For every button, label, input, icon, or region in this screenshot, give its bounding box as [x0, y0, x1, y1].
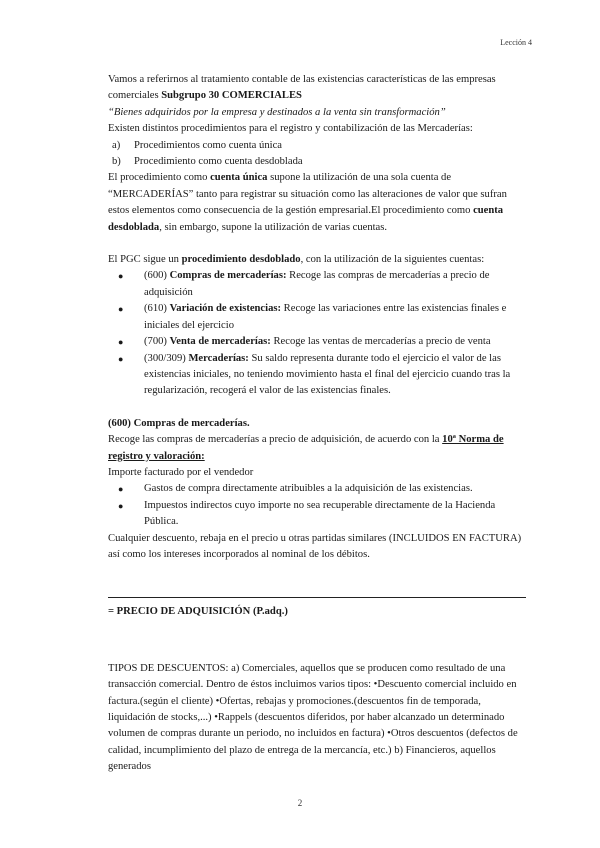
bullet-icon: ●	[118, 337, 124, 348]
lesson-header: Lección 4	[500, 38, 532, 47]
section-heading: (600) Compras de mercaderías.	[108, 417, 250, 429]
procedures-list	[108, 138, 528, 171]
list-item: b) Procedimiento como cuenta desdoblada	[112, 156, 303, 168]
intro-paragraph	[108, 72, 528, 105]
bullet-icon: ●	[118, 271, 124, 282]
list-item: ● (700) Venta de mercaderías: Recoge las ventas de mercaderías a precio de venta	[108, 334, 528, 350]
procedures-intro: Existen distintos procedimientos para el registro y contabilización de las Mercaderías:	[108, 123, 473, 135]
discount-types: TIPOS DE DESCUENTOS: a) Comerciales, aquellos que se producen como resultado de una transacción comercial. Dentro de éstos incluimos varios tipos: •Descuento comercial incluido en factura.(según el cliente) •Ofertas, rebajas y promociones.(descuentos fin de temporada, liquidación de stocks,...) •Rappels (descuentos diferidos, por haber alcanzado un determinado volumen de compras durante un periodo, no incluidos en factura) •Otros descuentos (defectos de calidad, incumplimiento del plazo de entrega de la mercancía, etc.) b) Financieros, aquellos generados	[108, 662, 518, 773]
list-item: a) Procedimientos como cuenta única	[112, 139, 282, 151]
bullet-icon: ●	[118, 304, 124, 315]
list-item: ● (610) Variación de existencias: Recoge las variaciones entre las existencias finales e iniciales del ejercicio	[118, 303, 507, 331]
intro-text: Vamos a referirnos al tratamiento contable de las existencias características de las empresas comerciales	[108, 74, 496, 102]
cost-items-list	[108, 481, 528, 530]
compras-intro: Recoge las compras de mercaderías a precio de adquisición, de acuerdo con la 10ª Norma de registro y valoración:	[108, 434, 504, 462]
list-item: ● (300/309) Mercaderías: Su saldo representa durante todo el ejercicio el valor de las existencias iniciales, no teniendo movimiento hasta el final del ejercicio cuando tras la regularización, recogerá el valor de las existencias finales.	[118, 352, 511, 397]
bullet-icon: ●	[118, 484, 124, 495]
list-item: ● Gastos de compra directamente atribuibles a la adquisición de las existencias.	[108, 481, 528, 497]
page-number: 2	[297, 798, 303, 808]
definition-quote: “Bienes adquiridos por la empresa y destinados a la venta sin transformación”	[108, 106, 446, 118]
norma-link[interactable]: 10ª Norma de registro y valoración:	[108, 434, 504, 462]
discount-note: Cualquier descuento, rebaja en el precio u otras partidas similares (INCLUIDOS EN FACTURA) así como los intereses incorporados al nominal de los débitos.	[108, 532, 522, 560]
acquisition-price: = PRECIO DE ADQUISICIÓN (P.adq.)	[108, 606, 288, 618]
divider	[108, 597, 526, 598]
list-item: ● (600) Compras de mercaderías: Recoge las compras de mercaderías a precio de adquisición	[118, 270, 490, 298]
pgc-intro: El PGC sigue un procedimiento desdoblado, con la utilización de la siguientes cuentas:	[108, 254, 485, 266]
page-content	[108, 72, 528, 776]
list-item: ● Impuestos indirectos cuyo importe no sea recuperable directamente de la Hacienda Pública.	[118, 499, 496, 528]
bullet-icon: ●	[118, 353, 124, 364]
subgroup-label: Subgrupo 30 COMERCIALES	[161, 90, 302, 102]
accounts-list	[108, 268, 528, 399]
bullet-icon: ●	[118, 500, 124, 511]
procedure-description: El procedimiento como cuenta única supone la utilización de una sola cuenta de “MERCADERÍAS” tanto para registrar su situación como las alteraciones de valor que sufran estos elementos como consecuencia de la gestión empresarial.El procedimiento como cuenta desdoblada, sin embargo, supone la utilización de varias cuentas.	[108, 172, 507, 233]
invoice-line: Importe facturado por el vendedor	[108, 466, 254, 478]
